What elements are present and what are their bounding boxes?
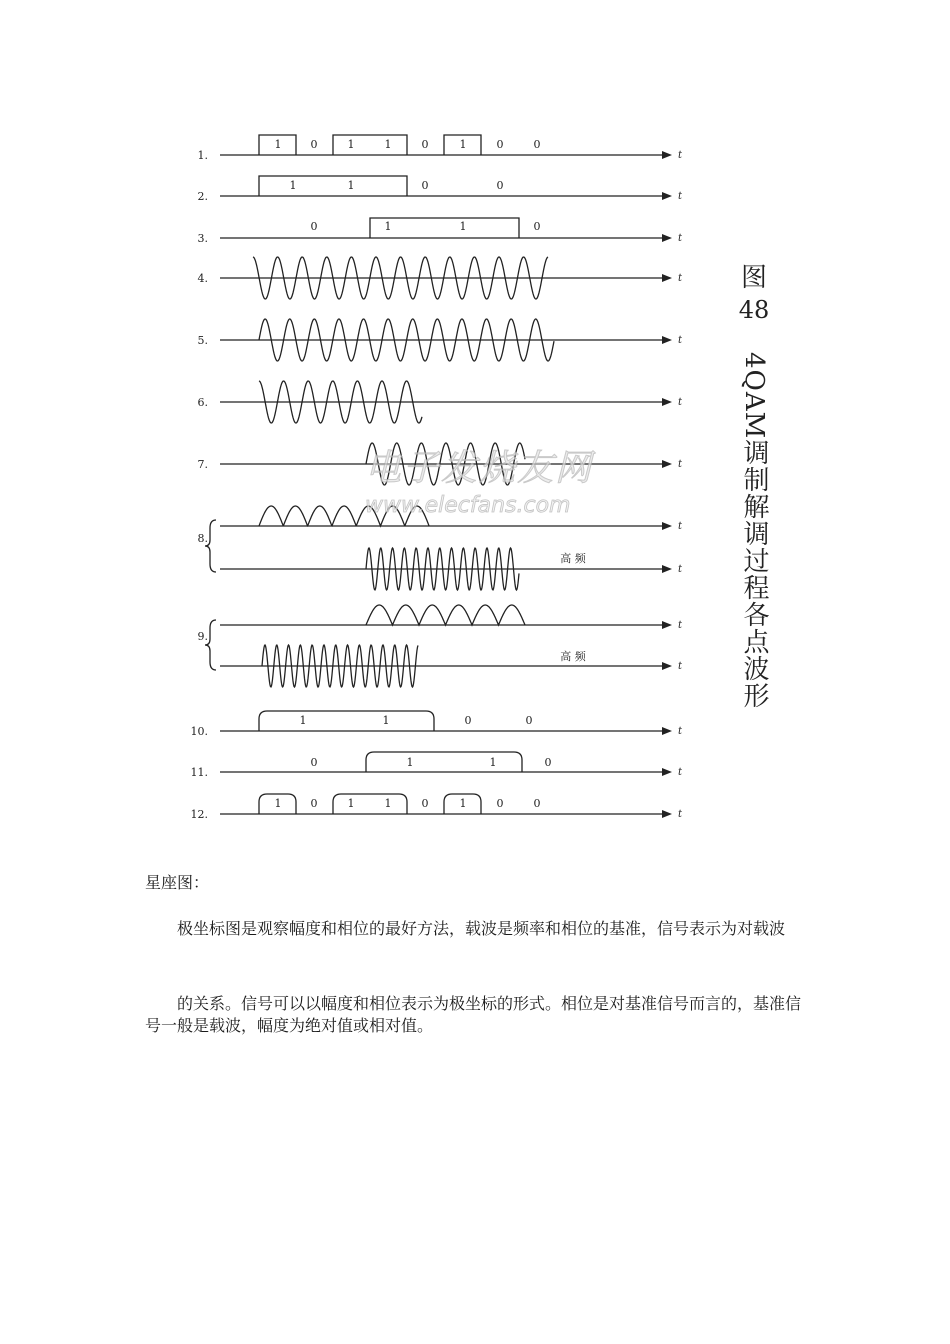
row-label-9: 9. <box>197 630 208 643</box>
bit-label-1-7: 0 <box>533 138 541 151</box>
demod-humps-row9 <box>366 605 525 625</box>
row-label-6: 6. <box>197 396 208 409</box>
brace-8 <box>205 520 216 572</box>
bit-label-3-2: 1 <box>459 220 467 233</box>
row-label-10: 10. <box>190 725 208 738</box>
axis-arrow-3 <box>662 234 672 242</box>
row-label-11: 11. <box>190 766 208 779</box>
row-label-5: 5. <box>197 334 208 347</box>
high-freq-label-row8: 高 频 <box>560 552 586 565</box>
row-label-1: 1. <box>197 149 208 162</box>
axis-t-label-11: t <box>677 661 683 672</box>
axis-t-label-4: t <box>677 273 683 284</box>
bit-label-1-4: 0 <box>421 138 429 151</box>
bit-label-11-3: 0 <box>544 756 552 769</box>
bit-label-10-0: 1 <box>299 714 307 727</box>
bit-label-11-0: 0 <box>310 756 318 769</box>
bit-label-2-2: 0 <box>421 179 429 192</box>
pulse-row2-0 <box>259 176 407 196</box>
bit-label-10-1: 1 <box>382 714 390 727</box>
row-label-3: 3. <box>197 232 208 245</box>
row-label-4: 4. <box>197 272 208 285</box>
figure-caption-number: 48 <box>738 296 770 324</box>
axis-t-label-6: t <box>677 397 683 408</box>
axis-arrow-10 <box>662 621 672 629</box>
axis-arrow-4 <box>662 274 672 282</box>
axis-arrow-5 <box>662 336 672 344</box>
bit-label-1-2: 1 <box>347 138 355 151</box>
axis-t-label-3: t <box>677 233 683 244</box>
time-axes <box>220 151 672 818</box>
axis-arrow-12 <box>662 727 672 735</box>
axis-arrow-13 <box>662 768 672 776</box>
watermark-chinese: 电子发烧友网 <box>365 448 594 489</box>
waveforms <box>205 135 554 814</box>
bit-label-3-0: 0 <box>310 220 318 233</box>
axis-arrow-7 <box>662 460 672 468</box>
row-label-8: 8. <box>197 532 208 545</box>
bit-label-10-2: 0 <box>464 714 472 727</box>
bit-label-12-3: 1 <box>384 797 392 810</box>
bit-label-2-0: 1 <box>289 179 297 192</box>
pulse-row1-1 <box>333 135 407 155</box>
axis-arrow-14 <box>662 810 672 818</box>
figure-caption-word: 图 <box>740 263 767 293</box>
axis-t-label-2: t <box>677 191 683 202</box>
figure-caption <box>735 262 773 709</box>
axis-arrow-6 <box>662 398 672 406</box>
bit-label-2-3: 0 <box>496 179 504 192</box>
row-label-7: 7. <box>197 458 208 471</box>
bit-label-12-0: 1 <box>274 797 282 810</box>
brace-9 <box>205 620 216 670</box>
figure-caption-title: 4QAM调制解调过程各点波形 <box>739 352 769 710</box>
axis-t-label-5: t <box>677 335 683 346</box>
pulse-row11-0 <box>366 752 522 772</box>
bit-label-12-4: 0 <box>421 797 429 810</box>
bit-label-10-3: 0 <box>525 714 533 727</box>
axis-t-label-7: t <box>677 459 683 470</box>
bit-label-12-6: 0 <box>496 797 504 810</box>
paragraph-1: 极坐标图是观察幅度和相位的最好方法，载波是频率和相位的基准，信号表示为对载波 <box>177 919 786 938</box>
axis-t-label-12: t <box>677 726 683 737</box>
axis-t-label-14: t <box>677 809 683 820</box>
axis-t-label-1: t <box>677 150 683 161</box>
axis-arrow-11 <box>662 662 672 670</box>
axis-t-label-10: t <box>677 620 683 631</box>
axis-arrow-1 <box>662 151 672 159</box>
bit-label-1-5: 1 <box>459 138 467 151</box>
bit-label-11-1: 1 <box>406 756 414 769</box>
paragraph-2: 的关系。信号可以以幅度和相位表示为极坐标的形式。相位是对基准信号而言的，基准信号一般是载波，幅度为绝对值或相对值。 <box>145 994 802 1035</box>
pulse-row10-0 <box>259 711 434 731</box>
section-heading: 星座图： <box>145 873 210 892</box>
high-freq-row8 <box>366 548 519 590</box>
bit-label-1-1: 0 <box>310 138 318 151</box>
bit-label-12-2: 1 <box>347 797 355 810</box>
bit-label-1-0: 1 <box>274 138 282 151</box>
bit-label-11-2: 1 <box>489 756 497 769</box>
bit-label-2-1: 1 <box>347 179 355 192</box>
axis-t-label-13: t <box>677 767 683 778</box>
demod-humps-row8 <box>259 506 429 526</box>
axis-t-label-9: t <box>677 564 683 575</box>
axis-arrow-9 <box>662 565 672 573</box>
high-freq-label-row9: 高 频 <box>560 650 586 663</box>
bit-label-12-7: 0 <box>533 797 541 810</box>
bit-label-3-3: 0 <box>533 220 541 233</box>
watermark-url: www.elecfans.com <box>365 493 571 518</box>
axis-arrow-2 <box>662 192 672 200</box>
bit-label-1-3: 1 <box>384 138 392 151</box>
pulse-row12-1 <box>333 794 407 814</box>
bit-label-12-1: 0 <box>310 797 318 810</box>
bit-label-1-6: 0 <box>496 138 504 151</box>
row-label-12: 12. <box>190 808 208 821</box>
bit-label-12-5: 1 <box>459 797 467 810</box>
pulse-row3-0 <box>370 218 519 238</box>
row-label-2: 2. <box>197 190 208 203</box>
bit-label-3-1: 1 <box>384 220 392 233</box>
axis-arrow-8 <box>662 522 672 530</box>
axis-t-label-8: t <box>677 521 683 532</box>
